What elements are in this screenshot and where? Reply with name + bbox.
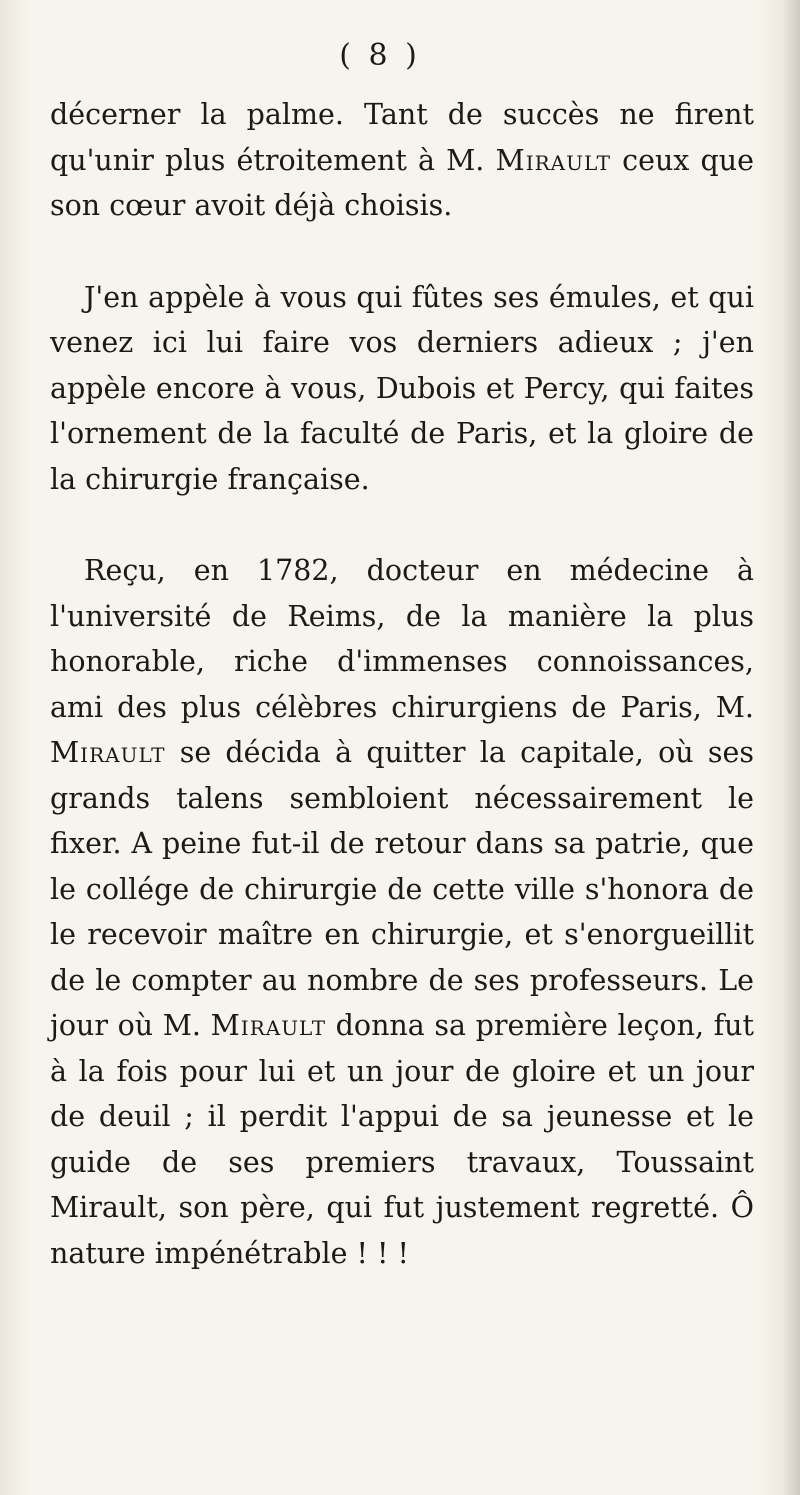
paragraph-1-text-1: décerner la palme. Tant de succès ne firent qu'unir plus étroitement à M.: [50, 98, 754, 177]
paragraph-2-text: J'en appèle à vous qui fûtes ses émules, et qui venez ici lui faire vos derniers adieux ; j'en appèle encore à vous, Dubois et Percy, qui faites l'ornement de la faculté de Paris, et la gloire de la chirurgie française.: [50, 280, 754, 496]
paragraph-2: [50, 275, 754, 503]
paragraph-3-text-2: se décida à quitter la capitale, où ses grands talens sembloient nécessairement le fixer. A peine fut-il de retour dans sa patrie, que le collége de chirurgie de cette ville s'honora de le recevoir maître en chirurgie, et s'enorgueillit de le compter au nombre de ses professeurs. Le jour où M.: [50, 736, 754, 1042]
paragraph-3-text-1: Reçu, en 1782, docteur en médecine à l'université de Reims, de la manière la plus honorable, riche d'immenses connoissances, ami des plus célèbres chirurgiens de Paris, M.: [50, 554, 754, 724]
author-name-smallcaps: Mirault: [50, 736, 166, 769]
page-edge-shadow: [782, 0, 800, 1495]
body-text: [50, 92, 754, 1276]
paragraph-1-text-2: ceux que son cœur avoit déjà choisis.: [50, 143, 754, 222]
page-number: ( 8 ): [339, 38, 421, 73]
paragraph-3-text-3: donna sa première leçon, fut à la fois pour lui et un jour de gloire et un jour de deuil ; il perdit l'appui de sa jeunesse et le guide de ses premiers travaux, Toussaint Mirault, son père, qui fut justement regretté. Ô nature impénétrable ! ! !: [50, 1009, 754, 1270]
author-name-smallcaps: Mirault: [210, 1009, 327, 1042]
paragraph-3: [50, 548, 754, 1276]
paragraph-1: [50, 92, 754, 229]
author-name-smallcaps: Mirault: [495, 143, 611, 177]
